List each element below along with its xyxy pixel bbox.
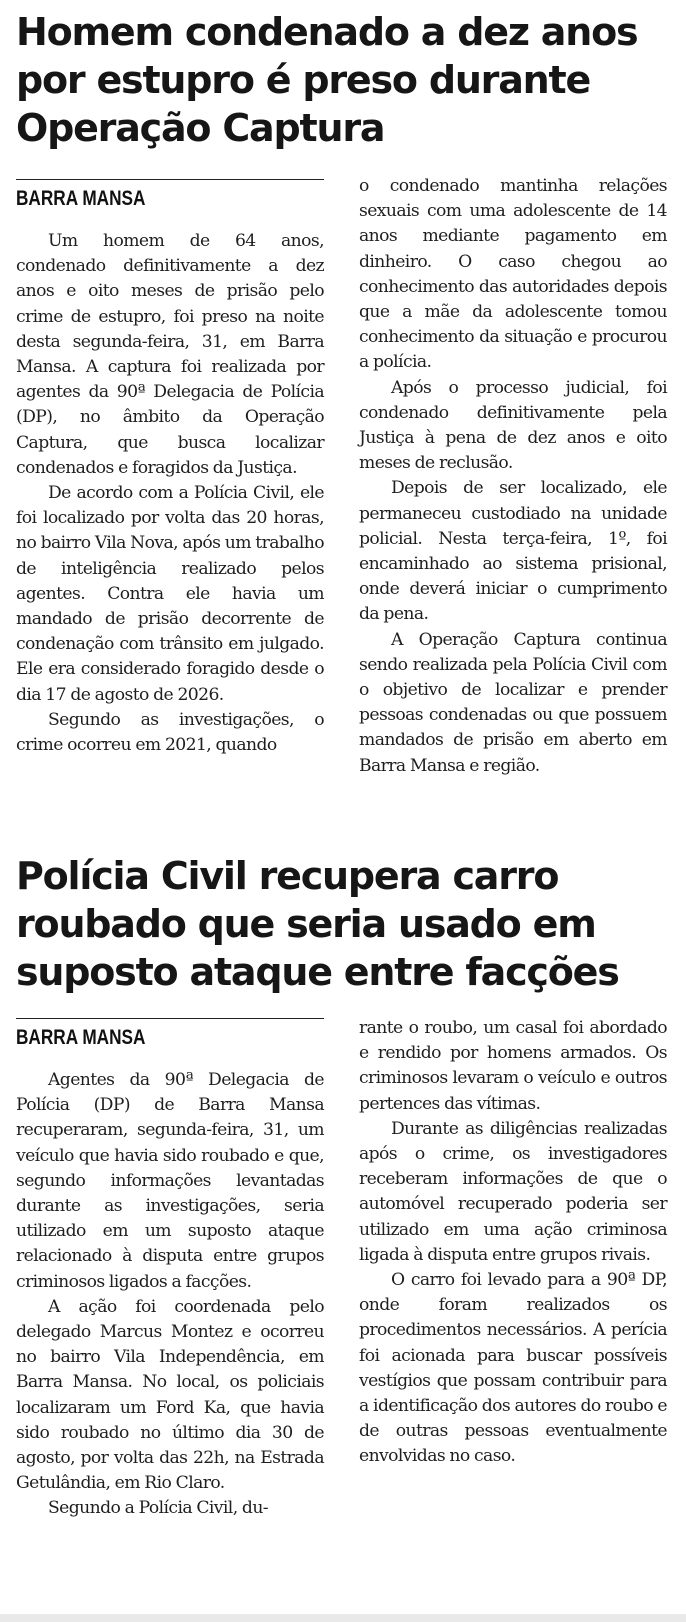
article-1-left-column (16, 229, 324, 758)
article-2-left-column (16, 1068, 324, 1522)
article-1-headline: Homem condenado a dez anos por estupro é preso durante Operação Captura (16, 10, 638, 150)
article-2-section-label: BARRA MANSA (16, 1026, 146, 1049)
article-2-left-paragraph: Agentes da 90ª Delegacia de Polícia (DP) de Barra Mansa recuperaram, segunda-feira, 31, um veículo que havia sido roubado e que, segundo informações levantadas durante as investigações, seria utilizado em um suposto ataque relacionado à disputa entre grupos criminosos ligados a facções. (16, 1070, 324, 1292)
article-2-left-paragraph: Segundo a Polícia Civil, du- (48, 1498, 269, 1519)
article-1-left-paragraph: Um homem de 64 anos, condenado definitivamente a dez anos e oito meses de prisão pelo crime de estupro, foi preso na noite desta segunda-feira, 31, em Barra Mansa. A captura foi realizada por agentes da 90ª Delegacia de Polícia (DP), no âmbito da Operação Captura, que busca localizar condenados e foragidos da Justiça. (16, 231, 324, 478)
article-1-left-paragraph: De acordo com a Polícia Civil, ele foi localizado por volta das 20 horas, no bairro Vila Nova, após um trabalho de inteligência realizado pelos agentes. Contra ele havia um mandado de prisão decorrente de condenação com trânsito em julgado. Ele era considerado foragido desde o dia 17 de agosto de 2026. (16, 483, 325, 705)
page-bottom-edge (0, 1614, 686, 1622)
article-1-right-paragraph: A Operação Captura continua sendo realizada pela Polícia Civil com o objetivo de localizar e prender pessoas condenadas ou que possuem mandados de prisão em aberto em Barra Mansa e região. (359, 629, 667, 776)
article-1-right-paragraph: o condenado mantinha relações sexuais com uma adolescente de 14 anos mediante pagamento em dinheiro. O caso chegou ao conhecimento das autoridades depois que a mãe da adolescente tomou conhecimento da situação e procurou a polícia. (359, 176, 667, 373)
article-1-section-label: BARRA MANSA (16, 187, 146, 210)
article-2-right-paragraph: Durante as diligências realizadas após o crime, os investigadores receberam informações de que o automóvel recuperado poderia ser utilizado em uma ação criminosa ligada à disputa entre grupos rivais. (359, 1118, 667, 1265)
article-2-rule (16, 1018, 324, 1019)
article-1-right-paragraph: Após o processo judicial, foi condenado definitivamente pela Justiça à pena de dez anos e oito meses de reclusão. (359, 377, 667, 474)
article-2-right-column (359, 1016, 667, 1470)
article-1-rule (16, 179, 324, 180)
article-2-left-paragraph: A ação foi coordenada pelo delegado Marcus Montez e ocorreu no bairro Vila Independência, em Barra Mansa. No local, os policiais localizaram um Ford Ka, que havia sido roubado no último dia 30 de agosto, por volta das 22h, na Estrada Getulândia, em Rio Claro. (16, 1296, 324, 1494)
article-2-right-paragraph: O carro foi levado para a 90ª DP, onde foram realizados os procedimentos necessários. A perícia foi acionada para buscar possíveis vestígios que possam contribuir para a identificação dos autores do roubo e de outras pessoas eventualmente envolvidas no caso. (359, 1270, 667, 1467)
article-1-right-paragraph: Depois de ser localizado, ele permaneceu custodiado na unidade policial. Nesta terça-feira, 1º, foi encaminhado ao sistema prisional, onde deverá iniciar o cumprimento da pena. (359, 478, 667, 625)
article-1-left-paragraph: Segundo as investigações, o crime ocorreu em 2021, quando (16, 709, 324, 756)
article-2-headline: Polícia Civil recupera carro roubado que seria usado em suposto ataque entre facções (16, 854, 619, 994)
article-2-right-paragraph: rante o roubo, um casal foi abordado e rendido por homens armados. Os criminosos levaram o veículo e outros pertences das vítimas. (359, 1018, 667, 1114)
article-1-right-column (359, 174, 667, 779)
